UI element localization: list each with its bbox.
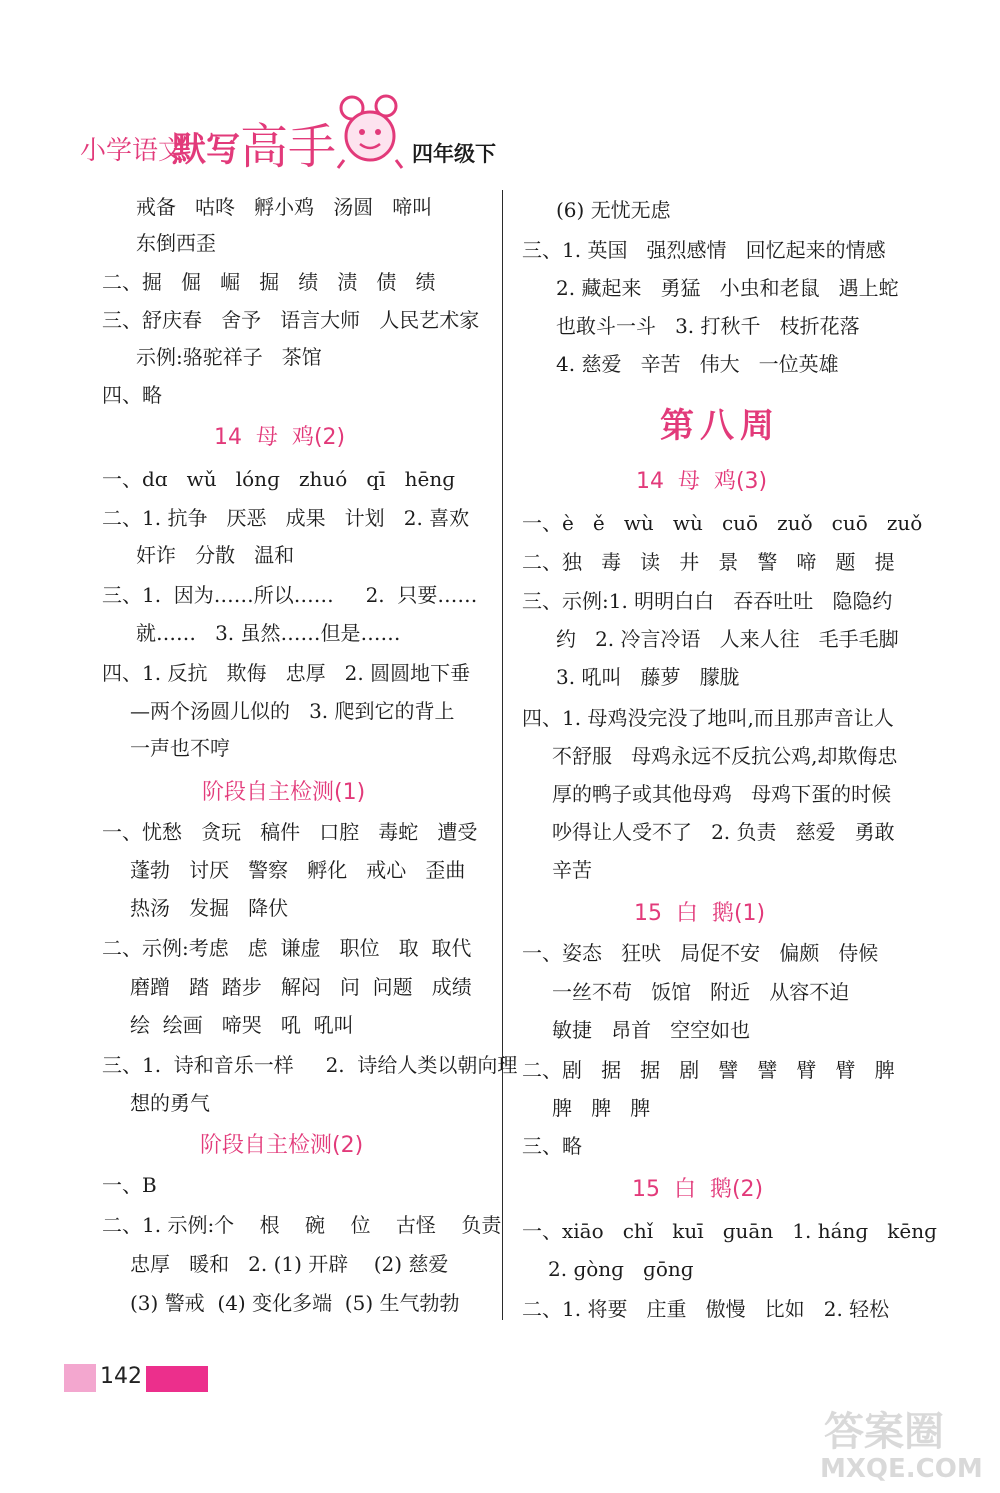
footer-pink-bar [146, 1366, 208, 1392]
answer-line: 忠厚 暖和 2. (1) 开辟 (2) 慈爱 [130, 1252, 449, 1276]
grade-label: 四年级下 [412, 142, 496, 166]
answer-line: 二、示例:考虑 虑 谦虚 职位 取 取代 [102, 936, 472, 960]
answer-line: 三、1. 英国 强烈感情 回忆起来的情感 [522, 238, 886, 262]
answer-line: 想的勇气 [130, 1091, 210, 1115]
answer-line: 二、剧 据 据 剧 譬 譬 臂 臂 脾 [522, 1058, 895, 1082]
answer-line: 奸诈 分散 温和 [136, 543, 295, 567]
section-heading: 阶段自主检测(2) [200, 1133, 364, 1158]
answer-line: 三、示例:1. 明明白白 吞吞吐吐 隐隐约 [522, 589, 893, 613]
page-number: 142 [100, 1364, 142, 1389]
answer-line: 脾 脾 脾 [552, 1096, 651, 1120]
answer-line: 四、1. 反抗 欺侮 忠厚 2. 圆圆地下垂 [102, 661, 471, 685]
answer-line: 一、姿态 狂吠 局促不安 偏颇 侍候 [522, 941, 879, 965]
answer-line: 一、è ě wù wù cuō zuǒ cuō zuǒ [522, 511, 923, 535]
answer-line: 一、B [102, 1173, 157, 1197]
answer-line: 吵得让人受不了 2. 负责 慈爱 勇敢 [552, 820, 895, 844]
answer-line: 四、1. 母鸡没完没了地叫,而且那声音让人 [522, 706, 894, 730]
answer-line: 三、1. 诗和音乐一样 2. 诗给人类以朝向理 [102, 1053, 518, 1077]
answer-line: 三、略 [522, 1134, 582, 1158]
answer-line: 一声也不哼 [130, 736, 230, 760]
answer-line: 四、略 [102, 383, 162, 407]
section-heading: 15 白 鹅(1) [634, 901, 766, 926]
series-small-title: 小学语文 [80, 136, 185, 166]
watermark-main: 答案圈 [824, 1409, 944, 1455]
series-bold-title: 默写 [172, 130, 240, 170]
answer-line: 一丝不苟 饭馆 附近 从容不迫 [552, 980, 850, 1004]
column-divider [502, 190, 503, 1320]
answer-line: 三、舒庆春 舍予 语言大师 人民艺术家 [102, 308, 480, 332]
answer-line: 绘 绘画 啼哭 吼 吼叫 [130, 1013, 354, 1037]
answer-line: 戒备 咕咚 孵小鸡 汤圆 啼叫 [136, 195, 433, 219]
answer-line: 一、dɑ wǔ lónɡ zhuó qī hēnɡ [102, 467, 456, 491]
answer-line: 2. ɡònɡ ɡōnɡ [548, 1257, 694, 1281]
answer-line: 二、1. 抗争 厌恶 成果 计划 2. 喜欢 [102, 506, 470, 530]
answer-line: —两个汤圆儿似的 3. 爬到它的背上 [130, 699, 455, 723]
watermark-url: MXQE.COM [820, 1454, 983, 1484]
series-big-title: 高手 [240, 119, 337, 175]
answer-line: 不舒服 母鸡永远不反抗公鸡,却欺侮忠 [552, 744, 898, 768]
answer-line: 蓬勃 讨厌 警察 孵化 戒心 歪曲 [130, 858, 466, 882]
answer-line: 也敢斗一斗 3. 打秋千 枝折花落 [556, 314, 860, 338]
answer-line: 辛苦 [552, 858, 592, 882]
alarm-clock-mascot-icon [330, 92, 410, 172]
answer-line: 示例:骆驼祥子 茶馆 [136, 345, 322, 369]
answer-line: 一、xiāo chǐ kuī ɡuān 1. hánɡ kēnɡ [522, 1219, 937, 1243]
section-heading: 14 母 鸡(2) [214, 425, 346, 450]
answer-line: 二、1. 示例:个 根 碗 位 古怪 负责 [102, 1213, 502, 1237]
answer-line: 约 2. 冷言冷语 人来人往 毛手毛脚 [556, 627, 899, 651]
answer-line: (6) 无忧无虑 [556, 198, 671, 222]
week-heading: 第八周 [660, 406, 780, 446]
footer-pink-mark-left [64, 1364, 96, 1392]
answer-line: 二、独 毒 读 井 景 警 啼 题 提 [522, 550, 895, 574]
section-heading: 15 白 鹅(2) [632, 1177, 764, 1202]
answer-line: 东倒西歪 [136, 231, 216, 255]
answer-line: 二、1. 将要 庄重 傲慢 比如 2. 轻松 [522, 1297, 890, 1321]
answer-line: 4. 慈爱 辛苦 伟大 一位英雄 [556, 352, 839, 376]
answer-line: 一、忧愁 贪玩 稿件 口腔 毒蛇 遭受 [102, 820, 478, 844]
answer-line: 三、1. 因为……所以…… 2. 只要…… [102, 583, 478, 607]
answer-line: 二、掘 倔 崛 掘 绩 渍 债 绩 [102, 270, 436, 294]
answer-line: 敏捷 昂首 空空如也 [552, 1018, 751, 1042]
answer-line: 2. 藏起来 勇猛 小虫和老鼠 遇上蛇 [556, 276, 899, 300]
answer-circle-logo-icon [820, 1400, 990, 1490]
answer-line: 就…… 3. 虽然……但是…… [136, 621, 401, 645]
answer-line: (3) 警戒 (4) 变化多端 (5) 生气勃勃 [130, 1291, 460, 1315]
answer-line: 3. 吼叫 藤萝 朦胧 [556, 665, 740, 689]
answer-line: 热汤 发掘 降伏 [130, 896, 289, 920]
answer-line: 磨蹭 踏 踏步 解闷 问 问题 成绩 [130, 975, 472, 999]
section-heading: 阶段自主检测(1) [202, 780, 366, 805]
section-heading: 14 母 鸡(3) [636, 469, 768, 494]
answer-line: 厚的鸭子或其他母鸡 母鸡下蛋的时候 [552, 782, 892, 806]
